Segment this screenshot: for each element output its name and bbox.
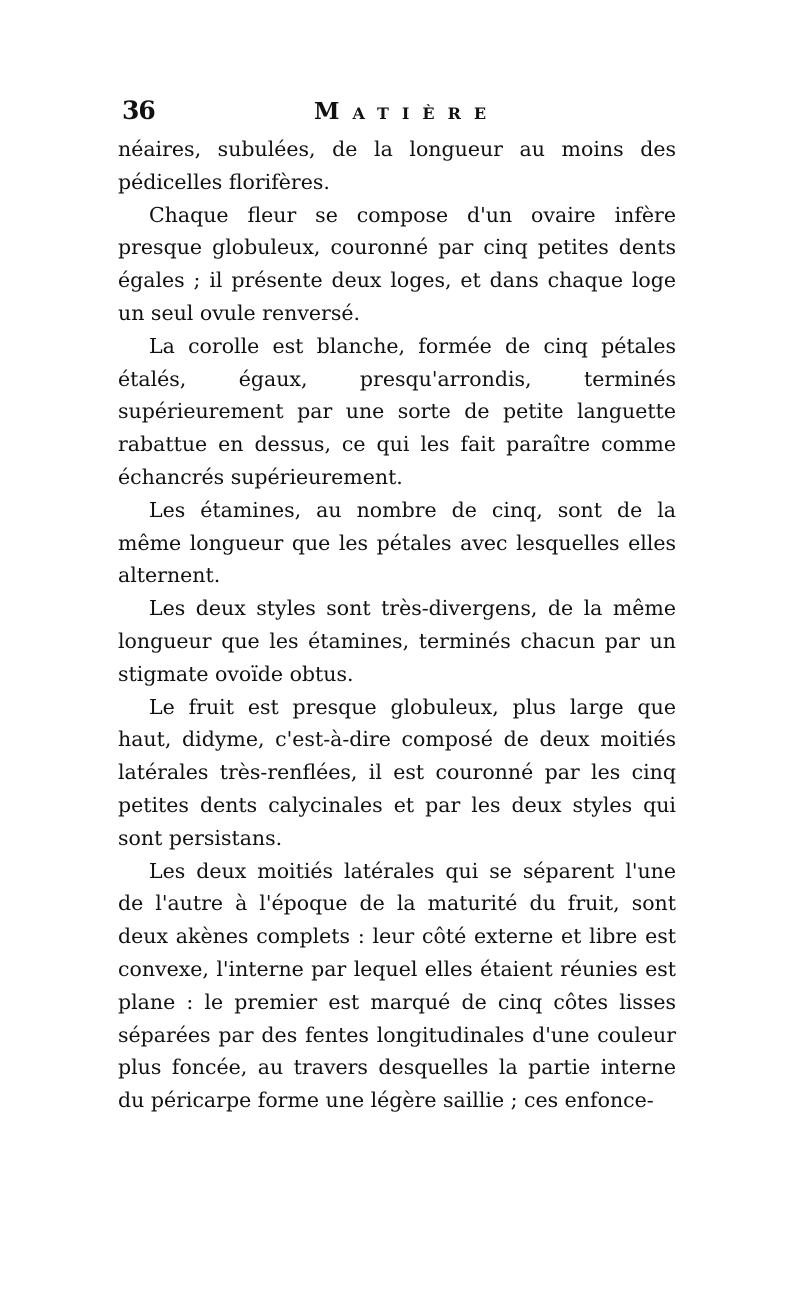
body-text xyxy=(118,133,676,1117)
paragraph: Le fruit est presque globuleux, plus large que haut, didyme, c'est-à-dire composé de deux moitiés latérales très-renflées, il est couronné par les cinq petites dents calycinales et par les deux styles qui sont persistans. xyxy=(118,694,676,850)
paragraph: Les deux moitiés latérales qui se séparent l'une de l'autre à l'époque de la maturité du fruit, sont deux akènes complets : leur côté externe et libre est convexe, l'interne par lequel elles étaient réunies est plane : le premier est marqué de cinq côtes lisses séparées par des fentes longitudinales d'une couleur plus foncée, au travers desquelles la partie interne du péricarpe forme une légère saillie ; ces enfonce- xyxy=(118,858,676,1113)
paragraph: La corolle est blanche, formée de cinq pétales étalés, égaux, presqu'arrondis, terminés supérieurement par une sorte de petite languette rabattue en dessus, ce qui les fait paraître comme échancrés supérieurement. xyxy=(118,333,676,489)
paragraph: Les deux styles sont très-divergens, de la même longueur que les étamines, terminés chacun par un stigmate ovoïde obtus. xyxy=(118,596,676,686)
paragraph: néaires, subulées, de la longueur au moins des pédicelles florifères. xyxy=(118,137,676,194)
page-header xyxy=(122,96,688,132)
page-number: 36 xyxy=(122,96,155,125)
running-head: Matière xyxy=(314,98,500,125)
paragraph: Les étamines, au nombre de cinq, sont de la même longueur que les pétales avec lesquelles elles alternent. xyxy=(118,497,676,588)
paragraph: Chaque fleur se compose d'un ovaire infère presque globuleux, couronné par cinq petites dents égales ; il présente deux loges, et dans chaque loge un seul ovule renversé. xyxy=(118,202,676,325)
